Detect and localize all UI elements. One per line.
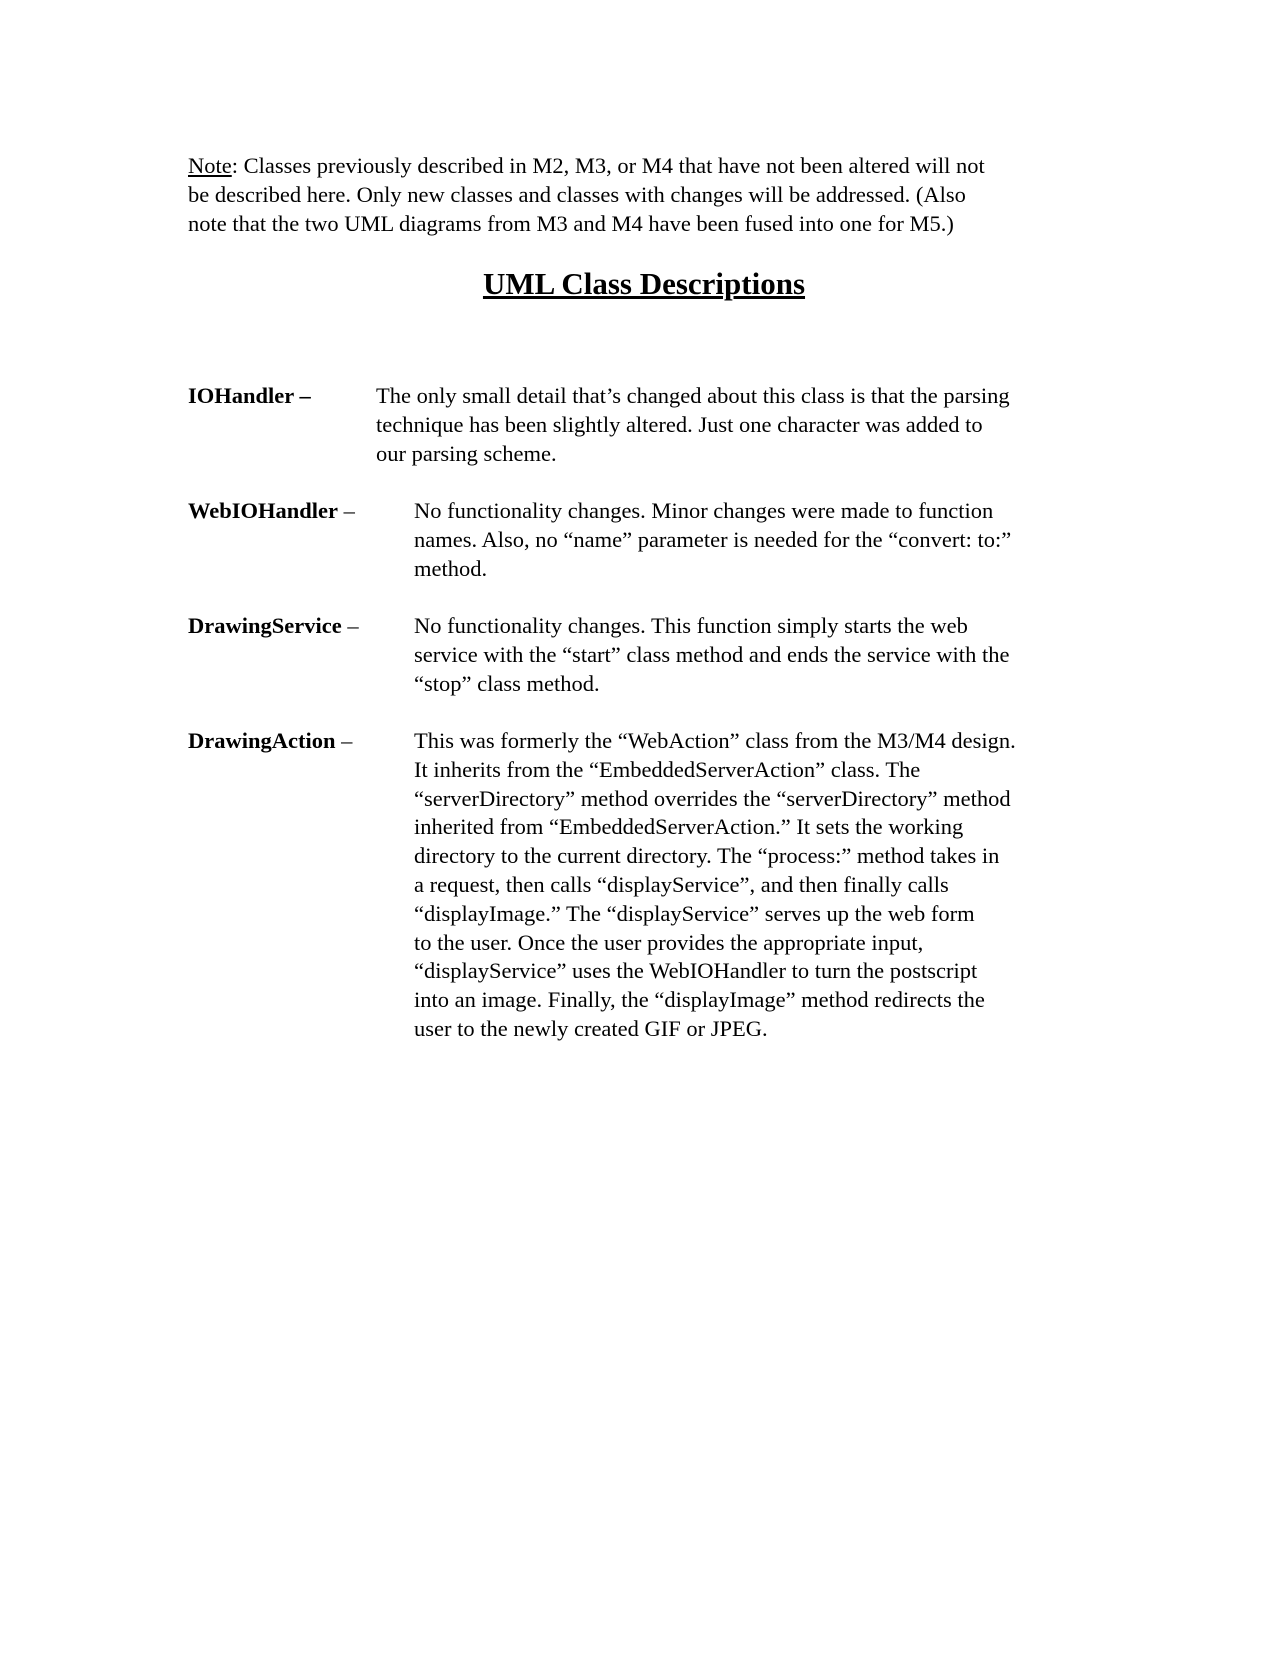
description-line: inherited from “EmbeddedServerAction.” It sets the working — [414, 814, 964, 840]
class-entry-iohandler — [188, 382, 1100, 472]
description-line: “displayService” uses the WebIOHandler to turn the postscript — [414, 958, 978, 984]
note-line: note that the two UML diagrams from M3 and M4 have been fused into one for M5.) — [188, 210, 954, 236]
description-line: our parsing scheme. — [376, 440, 557, 466]
class-description — [376, 382, 1100, 468]
class-description — [414, 612, 1100, 698]
description-line: The only small detail that’s changed about this class is that the parsing — [376, 383, 1010, 408]
note-line: be described here. Only new classes and classes with changes will be addressed. (Also — [188, 181, 966, 207]
description-line: method. — [414, 555, 488, 581]
class-entry-webiohandler — [188, 497, 1100, 587]
description-line: “serverDirectory” method overrides the “serverDirectory” method — [414, 785, 1011, 811]
note-text: : Classes previously described in M2, M3, or M4 that have not been altered will not — [231, 153, 985, 178]
note-line — [188, 152, 1100, 181]
description-line: user to the newly created GIF or JPEG. — [414, 1015, 768, 1041]
class-name: DrawingAction – — [188, 728, 353, 753]
description-line: This was formerly the “WebAction” class from the M3/M4 design. — [414, 728, 1016, 753]
description-line: service with the “start” class method and ends the service with the — [414, 641, 1010, 667]
description-line: “stop” class method. — [414, 670, 600, 696]
description-line: directory to the current directory. The “process:” method takes in — [414, 843, 1000, 869]
class-description — [414, 727, 1100, 1044]
page-title: UML Class Descriptions — [482, 266, 806, 301]
description-line: It inherits from the “EmbeddedServerAction” class. The — [414, 756, 921, 782]
class-name: DrawingService – — [188, 613, 359, 638]
class-name: IOHandler – — [188, 383, 311, 408]
description-line: a request, then calls “displayService”, and then finally calls — [414, 871, 949, 897]
description-line: names. Also, no “name” parameter is needed for the “convert: to:” — [414, 526, 1012, 552]
description-line: into an image. Finally, the “displayImage” method redirects the — [414, 987, 985, 1013]
class-description — [414, 497, 1100, 583]
description-line: to the user. Once the user provides the appropriate input, — [414, 929, 924, 955]
class-entry-drawingaction — [188, 727, 1100, 1057]
note-label: Note — [188, 153, 232, 178]
description-line: No functionality changes. Minor changes were made to function — [414, 498, 994, 523]
note-paragraph — [188, 152, 1100, 238]
class-name: WebIOHandler – — [188, 498, 355, 523]
description-line: technique has been slightly altered. Just one character was added to — [376, 411, 983, 437]
description-line: “displayImage.” The “displayService” serves up the web form — [414, 900, 975, 926]
description-line: No functionality changes. This function simply starts the web — [414, 613, 968, 638]
class-entry-drawingservice — [188, 612, 1100, 702]
